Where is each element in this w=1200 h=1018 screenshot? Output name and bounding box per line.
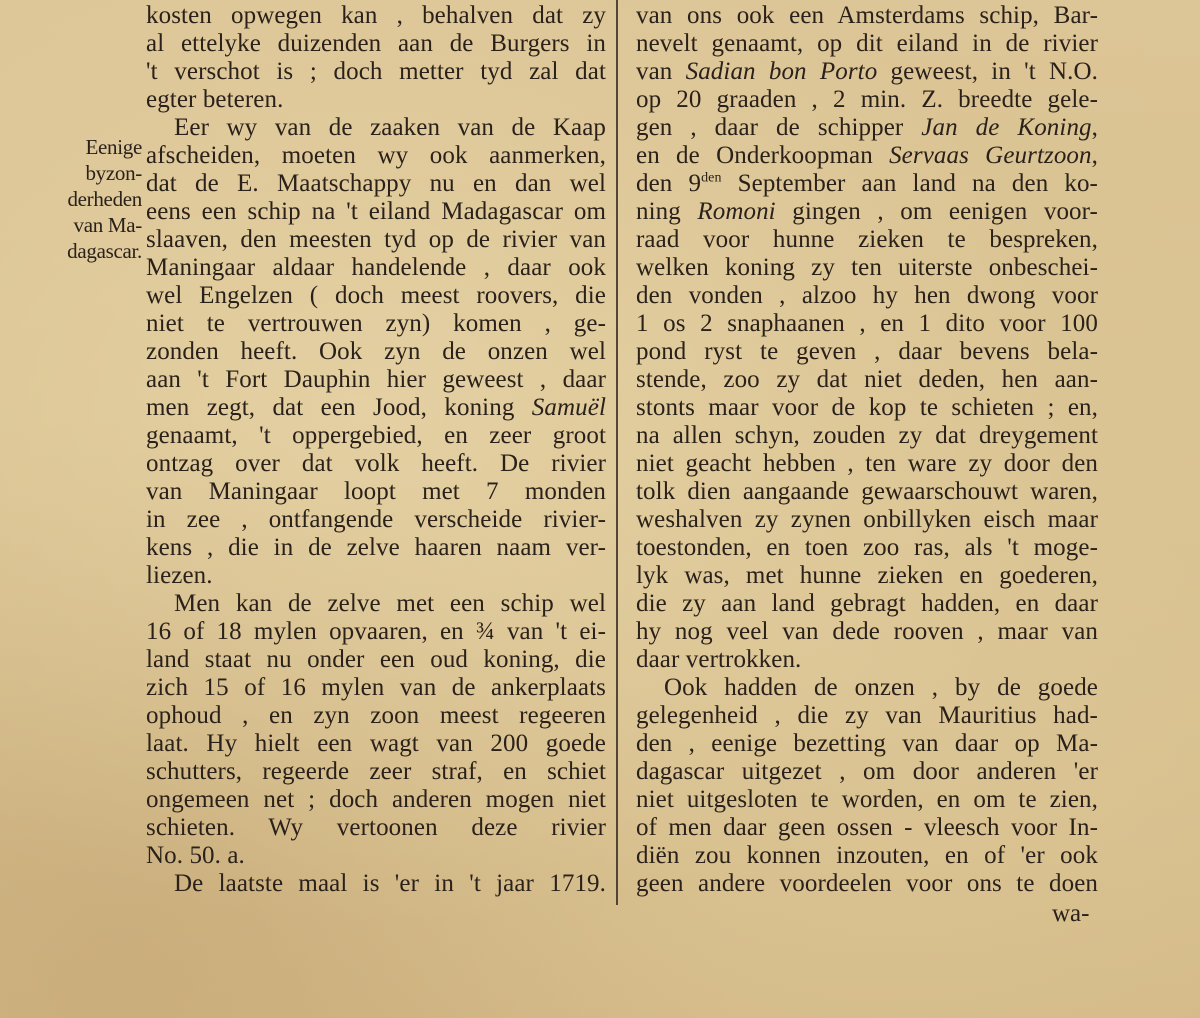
- text-line: die zy aan land gebragt hadden, en daar: [636, 590, 1098, 617]
- text-line: van ons ook een Amsterdams schip, Bar-: [636, 2, 1098, 29]
- text-line: niet uitgesloten te worden, en om te zien,: [636, 786, 1098, 813]
- text-line: kens , die in de zelve haaren naam ver-: [146, 534, 606, 561]
- text-line: stende, zoo zy dat niet deden, hen aan-: [636, 366, 1098, 393]
- text-line: ongemeen net ; doch anderen mogen niet: [146, 786, 606, 813]
- text-line: hy nog veel van dede rooven , maar van: [636, 618, 1098, 645]
- catchword: wa-: [1052, 900, 1090, 927]
- text-line: laat. Hy hielt een wagt van 200 goede: [146, 730, 606, 757]
- text-line: diën zou konnen inzouten, en of 'er ook: [636, 842, 1098, 869]
- text-line: stonts maar voor de kop te schieten ; en,: [636, 394, 1098, 421]
- marginal-note-line: van Ma-: [73, 213, 142, 237]
- text-line: Maningaar aldaar handelende , daar ook: [146, 254, 606, 281]
- text-line: Ook hadden de onzen , by de goede: [664, 674, 1098, 701]
- text-line: of men daar geen ossen - vleesch voor In-: [636, 814, 1098, 841]
- text-line: eens een schip na 't eiland Madagascar om: [146, 198, 606, 225]
- text-line: en de Onderkoopman Servaas Geurtzoon,: [636, 142, 1098, 169]
- text-line: 16 of 18 mylen opvaaren, en ¾ van 't ei-: [146, 618, 606, 645]
- text-line: genaamt, 't oppergebied, en zeer groot: [146, 422, 606, 449]
- text-line: zonden heeft. Ook zyn de onzen wel: [146, 338, 606, 365]
- text-line: ontzag over dat volk heeft. De rivier: [146, 450, 606, 477]
- text-line: slaaven, den meesten tyd op de rivier van: [146, 226, 606, 253]
- marginal-note-line: dagascar.: [67, 239, 142, 263]
- text-line: van Maningaar loopt met 7 monden: [146, 478, 606, 505]
- text-line: 1 os 2 snaphaanen , en 1 dito voor 100: [636, 310, 1098, 337]
- text-line: daar vertrokken.: [636, 646, 802, 673]
- text-line: weshalven zy zynen onbillyken eisch maar: [636, 506, 1098, 533]
- text-line: zich 15 of 16 mylen van de ankerplaats: [146, 674, 606, 701]
- text-line: al ettelyke duizenden aan de Burgers in: [146, 30, 606, 57]
- text-line: den $9^{den}$ September aan land na den ko-: [636, 170, 1098, 197]
- text-line: Eer wy van de zaaken van de Kaap: [174, 114, 606, 141]
- text-line: nevelt genaamt, op dit eiland in de rivier: [636, 30, 1098, 57]
- text-line: ning Romoni gingen , om eenigen voor-: [636, 198, 1098, 225]
- text-line: wel Engelzen ( doch meest roovers, die: [146, 282, 606, 309]
- text-line: den vonden , alzoo hy hen dwong voor: [636, 282, 1098, 309]
- text-line: egter beteren.: [146, 86, 284, 113]
- text-line: No. 50. a.: [146, 842, 245, 869]
- text-line: land staat nu onder een oud koning, die: [146, 646, 606, 673]
- text-line: 't verschot is ; doch metter tyd zal dat: [146, 58, 606, 85]
- text-line: van Sadian bon Porto geweest, in 't N.O.: [636, 58, 1098, 85]
- text-line: men zegt, dat een Jood, koning Samuël: [146, 394, 606, 421]
- text-line: pond ryst te geven , daar bevens bela-: [636, 338, 1098, 365]
- text-line: lyk was, met hunne zieken en goederen,: [636, 562, 1098, 589]
- text-line: na allen schyn, zouden zy dat dreygement: [636, 422, 1098, 449]
- text-line: De laatste maal is 'er in 't jaar 1719.: [174, 870, 606, 897]
- left-text-column: [146, 2, 606, 898]
- text-line: op 20 graaden , 2 min. Z. breedte gele-: [636, 86, 1098, 113]
- text-line: niet geacht hebben , ten ware zy door den: [636, 450, 1098, 477]
- text-line: Men kan de zelve met een schip wel: [174, 590, 606, 617]
- text-line: kosten opwegen kan , behalven dat zy: [146, 2, 606, 29]
- column-divider-rule: [616, 0, 618, 905]
- text-line: den , eenige bezetting van daar op Ma-: [636, 730, 1098, 757]
- text-line: ophoud , en zyn zoon meest regeeren: [146, 702, 606, 729]
- text-line: schutters, regeerde zeer straf, en schiet: [146, 758, 606, 785]
- marginal-note-line: Eenige: [85, 135, 142, 159]
- text-line: tolk dien aangaande gewaarschouwt waren,: [636, 478, 1098, 505]
- text-line: gen , daar de schipper Jan de Koning,: [636, 114, 1099, 141]
- marginal-note-line: byzon-: [85, 161, 142, 185]
- text-line: dat de E. Maatschappy nu en dan wel: [146, 170, 606, 197]
- text-line: geen andere voordeelen voor ons te doen: [636, 870, 1098, 897]
- text-line: liezen.: [146, 562, 213, 589]
- text-line: in zee , ontfangende verscheide rivier-: [146, 506, 606, 533]
- text-line: welken koning zy ten uiterste onbeschei-: [636, 254, 1098, 281]
- right-text-column: [636, 2, 1098, 898]
- text-line: toestonden, en toen zoo ras, als 't moge-: [636, 534, 1098, 561]
- text-line: schieten. Wy vertoonen deze rivier: [146, 814, 606, 841]
- marginal-note-line: derheden: [67, 187, 142, 211]
- text-line: raad voor hunne zieken te bespreken,: [636, 226, 1098, 253]
- text-line: dagascar uitgezet , om door anderen 'er: [636, 758, 1098, 785]
- text-line: aan 't Fort Dauphin hier geweest , daar: [146, 366, 606, 393]
- text-line: gelegenheid , die zy van Mauritius had-: [636, 702, 1098, 729]
- text-line: afscheiden, moeten wy ook aanmerken,: [146, 142, 606, 169]
- text-line: niet te vertrouwen zyn) komen , ge-: [146, 310, 606, 337]
- marginal-note: [42, 134, 142, 264]
